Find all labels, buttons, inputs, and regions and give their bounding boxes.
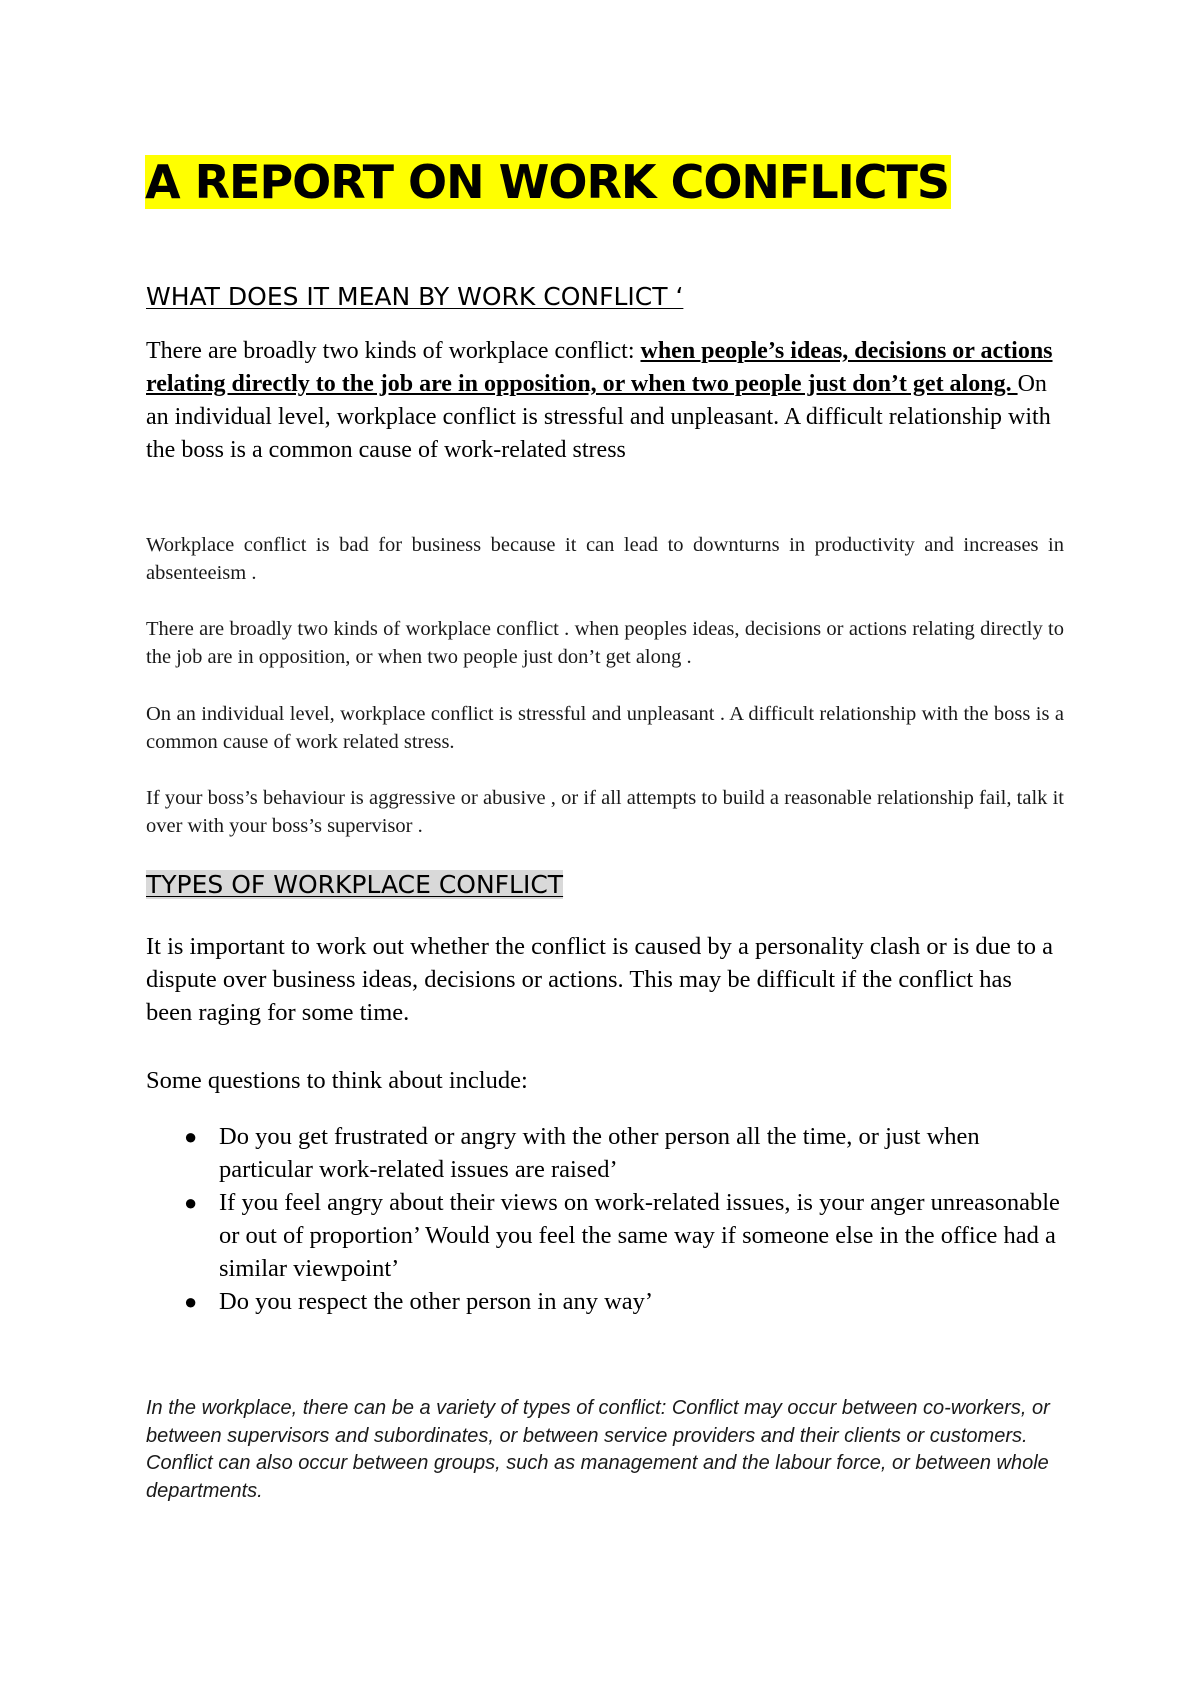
questions-list [146,1120,1064,1318]
paragraph-individual-level: On an individual level, workplace conflict is stressful and unpleasant . A difficult relationship with the boss is a common cause of work related stress. [146,703,1064,753]
section-heading-meaning-text: WHAT DOES IT MEAN BY WORK CONFLICT ‘ [146,282,684,311]
bullet-icon: ● [184,1190,198,1215]
paragraph-types-of-conflict: In the workplace, there can be a variety of types of conflict: Conflict may occur between co-workers, or between supervisors and subordinates, or between service providers and their clients or customers. Conflict can also occur between groups, such as management and the labour force, or between whole departments. [146,1397,1050,1502]
list-item-text: Do you get frustrated or angry with the other person all the time, or just when particular work-related issues are raised’ [219,1123,980,1183]
list-item-text: If you feel angry about their views on work-related issues, is your anger unreasonable or out of proportion’ Would you feel the same way if someone else in the office had a similar viewpoint’ [219,1189,1060,1282]
paragraph-personality-clash: It is important to work out whether the conflict is caused by a personality clash or is due to a dispute over business ideas, decisions or actions. This may be difficult if the conflict has been raging for some time. [146,933,1053,1026]
list-item [146,1120,1064,1186]
paragraph-two-kinds: There are broadly two kinds of workplace conflict . when peoples ideas, decisions or actions relating directly to the job are in opposition, or when two people just don’t get along . [146,618,1064,668]
intro-paragraph [146,335,1064,467]
questions-intro: Some questions to think about include: [146,1067,528,1094]
report-title-text: A REPORT ON WORK CONFLICTS [145,155,950,209]
bullet-icon: ● [184,1289,198,1314]
section-heading-types [146,868,563,902]
list-item [146,1285,1064,1318]
intro-rest-text: On an individual level, workplace conflict is stressful and unpleasant. A difficult relationship with the boss is a common cause of work-related stress [146,371,1051,463]
list-item-text: Do you respect the other person in any way’ [219,1288,654,1315]
bullet-icon: ● [184,1124,198,1149]
intro-lead-text: There are broadly two kinds of workplace conflict: [146,338,641,364]
paragraph-business-impact: Workplace conflict is bad for business because it can lead to downturns in productivity and increases in absenteeism . [146,534,1064,584]
paragraph-boss-behaviour: If your boss’s behaviour is aggressive or abusive , or if all attempts to build a reasonable relationship fail, talk it over with your boss’s supervisor . [146,787,1064,837]
report-title [145,147,951,217]
section-heading-meaning [146,280,683,314]
intro-bold-text: when people’s ideas, decisions or actions relating directly to the job are in opposition, or when two people just don’t get along. [146,338,1053,397]
list-item [146,1186,1064,1285]
section-heading-types-text: TYPES OF WORKPLACE CONFLICT [146,870,564,899]
